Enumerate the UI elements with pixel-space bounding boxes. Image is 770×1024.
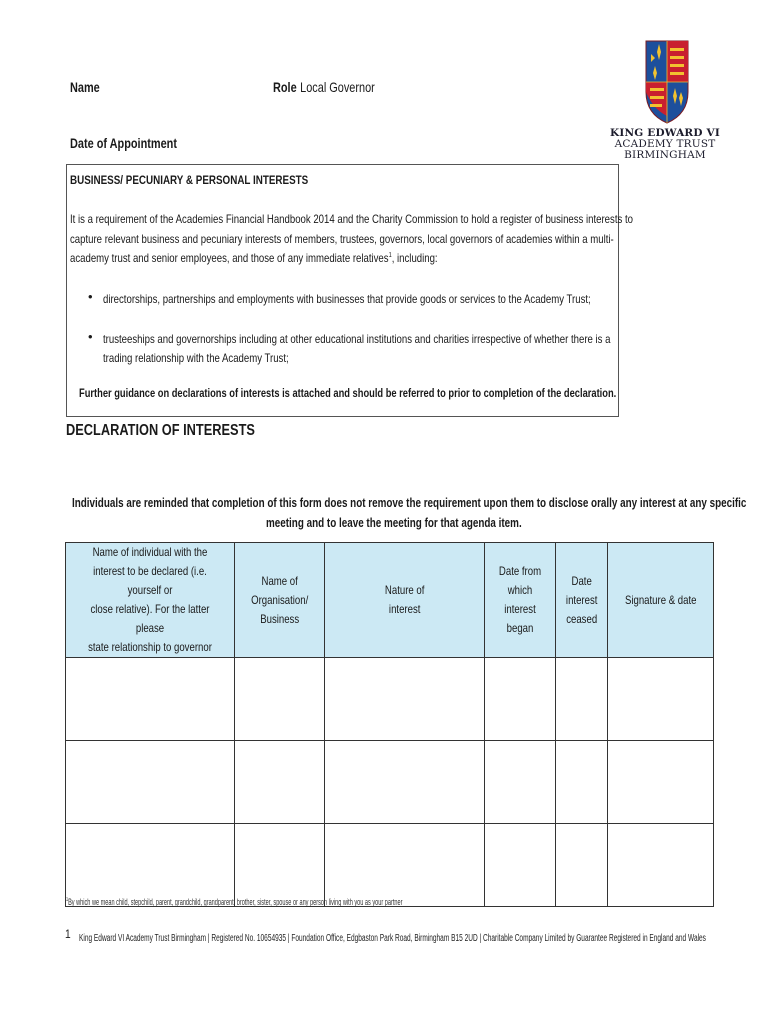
info-paragraph-line-3-end: , including: xyxy=(391,251,438,265)
role-field xyxy=(273,79,404,97)
page-number: 1 xyxy=(65,927,71,941)
column-header-individual: Name of individual with the interest to be declared (i.e. yourself or close relative). For the latter please state relationship to governor xyxy=(66,543,235,658)
table-header-row xyxy=(66,543,714,658)
table-cell-signature[interactable] xyxy=(608,658,714,741)
bullet-2-text-line-1: trusteeships and governorships including at other educational institutions and charities irrespective of whether there is a xyxy=(103,332,611,346)
declaration-heading: DECLARATION OF INTERESTS xyxy=(66,422,255,439)
table-cell-individual[interactable] xyxy=(66,658,235,741)
info-paragraph-line-1: It is a requirement of the Academies Financial Handbook 2014 and the Charity Commission to hold a register of business interests to xyxy=(70,212,633,226)
declaration-table xyxy=(65,542,714,907)
table-cell-organisation[interactable] xyxy=(235,658,325,741)
table-cell-organisation[interactable] xyxy=(235,741,325,824)
table-cell-individual[interactable] xyxy=(66,741,235,824)
date-of-appointment-field xyxy=(70,135,207,153)
name-field xyxy=(70,79,108,97)
info-box-title: BUSINESS/ PECUNIARY & PERSONAL INTERESTS xyxy=(70,173,309,187)
footnote-text: By which we mean child, stepchild, parent, grandchild, grandparent, brother, sister, spouse or any person living with you as your partner xyxy=(68,897,403,907)
column-header-organisation: Name of Organisation/ Business xyxy=(235,543,325,658)
table-cell-date-ceased[interactable] xyxy=(556,658,608,741)
logo-line-2: ACADEMY TRUST xyxy=(614,138,716,150)
bullet-1-marker: • xyxy=(88,289,93,304)
table-cell-date-began[interactable] xyxy=(485,741,556,824)
info-paragraph-line-3: academy trust and senior employees, and those of any immediate relatives xyxy=(70,251,389,265)
logo-line-1: KING EDWARD VI xyxy=(610,127,720,139)
bullet-2-text-line-2: trading relationship with the Academy Trust; xyxy=(103,351,289,365)
table-cell-signature[interactable] xyxy=(608,824,714,907)
role-label: Role xyxy=(273,79,297,95)
table-cell-nature[interactable] xyxy=(325,741,485,824)
footer-text: King Edward VI Academy Trust Birmingham | Registered No. 10654935 | Foundation Office, Edgbaston Park Road, Birmingham B15 2UD | Charitable Company Limited by Guarantee Registered in England and Wales xyxy=(79,933,706,944)
guidance-note: Further guidance on declarations of interests is attached and should be referred to prior to completion of the declaration. xyxy=(79,386,617,400)
bullet-1-text: directorships, partnerships and employments with businesses that provide goods or services to the Academy Trust; xyxy=(103,292,591,306)
table-cell-nature[interactable] xyxy=(325,658,485,741)
table-cell-date-ceased[interactable] xyxy=(556,741,608,824)
logo-line-3: BIRMINGHAM xyxy=(624,149,706,161)
column-header-nature: Nature of interest xyxy=(325,543,485,658)
logo-wordmark xyxy=(610,128,720,161)
column-header-date-ceased: Date interest ceased xyxy=(556,543,608,658)
notice-line-2: meeting and to leave the meeting for that agenda item. xyxy=(266,516,522,530)
role-value: Local Governor xyxy=(300,79,375,95)
table-cell-date-began[interactable] xyxy=(485,658,556,741)
table-row xyxy=(66,741,714,824)
date-of-appointment-label: Date of Appointment xyxy=(70,135,177,151)
column-header-date-began: Date from which interest began xyxy=(485,543,556,658)
table-cell-signature[interactable] xyxy=(608,741,714,824)
column-header-signature: Signature & date xyxy=(608,543,714,658)
info-paragraph-line-2: capture relevant business and pecuniary interests of members, trustees, governors, local governors of academies within a multi- xyxy=(70,232,614,246)
footnote-marker: 1 xyxy=(66,897,69,903)
footnote-reference: 1 xyxy=(388,252,392,259)
name-label: Name xyxy=(70,79,100,95)
bullet-2-marker: • xyxy=(88,329,93,344)
crest-logo xyxy=(645,40,689,124)
notice-line-1: Individuals are reminded that completion of this form does not remove the requirement upon them to disclose orally any interest at any specific xyxy=(72,496,747,510)
table-row xyxy=(66,658,714,741)
